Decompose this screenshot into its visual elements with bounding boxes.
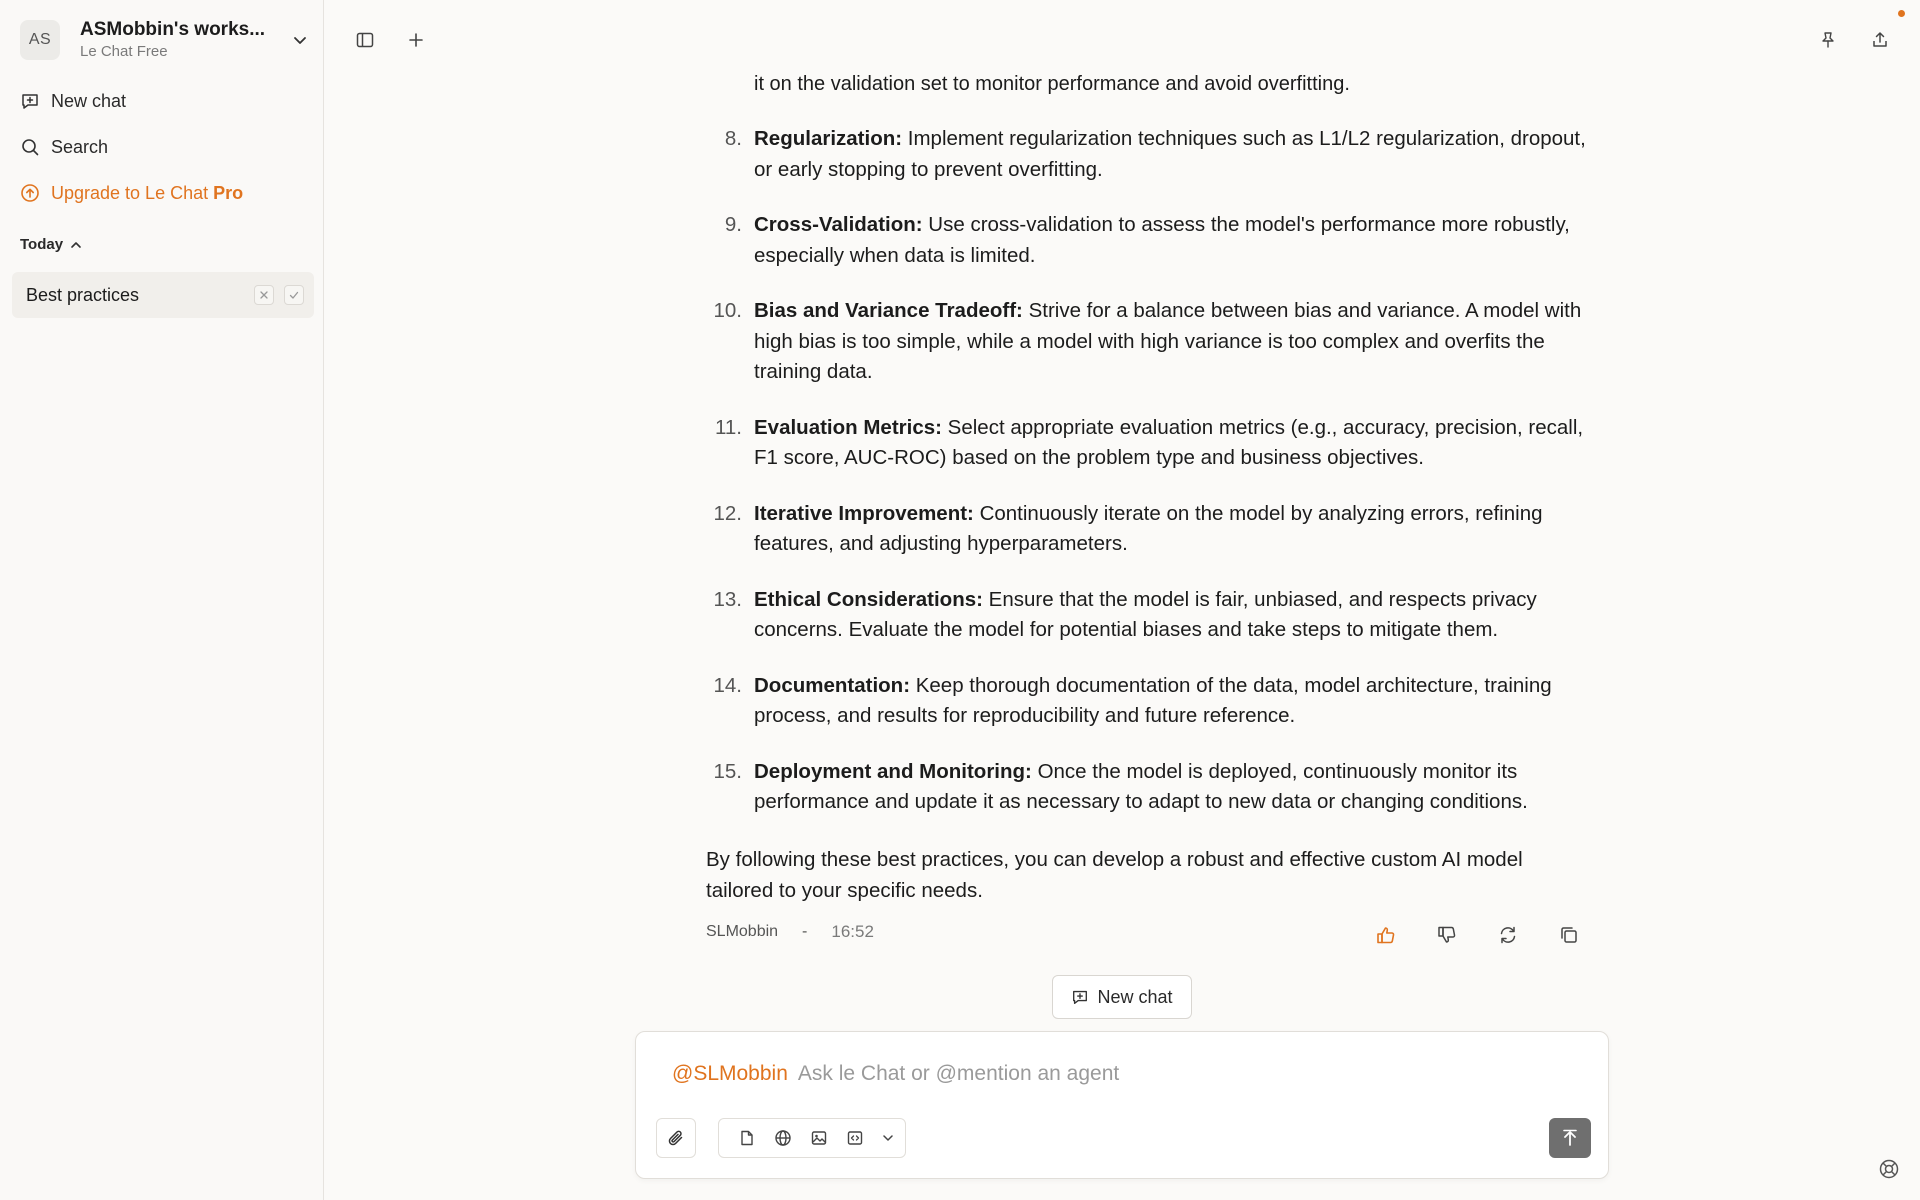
attach-button[interactable] — [656, 1118, 696, 1158]
section-today-label: Today — [20, 236, 64, 253]
message-partial-line: it on the validation set to monitor performance and avoid overfitting. — [754, 73, 1350, 95]
list-item-title: Ethical Considerations: — [754, 587, 983, 611]
share-icon[interactable] — [1868, 28, 1892, 52]
send-icon — [1560, 1128, 1580, 1148]
list-item-number: 9. — [724, 213, 742, 236]
list-item — [706, 671, 1586, 732]
message-timestamp: 16:52 — [831, 922, 874, 941]
list-item-number: 8. — [724, 127, 742, 150]
document-icon[interactable] — [737, 1128, 757, 1148]
workspace-plan: Le Chat Free — [80, 43, 168, 60]
list-item — [706, 124, 1586, 185]
send-button[interactable] — [1549, 1118, 1591, 1158]
chevron-up-icon — [63, 238, 83, 252]
list-item-number: 13. — [713, 587, 742, 611]
input-placeholder: Ask le Chat or @mention an agent — [797, 1062, 1120, 1085]
message-author: SLMobbin — [706, 923, 779, 940]
section-today-toggle[interactable] — [20, 236, 83, 253]
list-item — [706, 757, 1586, 818]
meta-separator: - — [802, 923, 808, 940]
list-item-title: Deployment and Monitoring: — [754, 759, 1032, 783]
sidebar-upgrade[interactable] — [20, 179, 243, 207]
paperclip-icon — [666, 1128, 686, 1148]
chevron-down-icon[interactable] — [290, 30, 310, 50]
chat-list-item[interactable] — [12, 272, 314, 318]
new-chat-icon — [20, 91, 40, 111]
tools-toolbar — [718, 1118, 906, 1158]
list-item-text: Select appropriate evaluation metrics (e.g., accuracy, precision, recall, F1 score, AUC-ROC) based on the problem type and business objectives. — [754, 415, 1584, 469]
list-item-number: 12. — [713, 501, 742, 525]
new-chat-button[interactable] — [1052, 975, 1192, 1019]
image-icon[interactable] — [809, 1128, 829, 1148]
upgrade-label-pro: Pro — [213, 182, 244, 203]
pin-icon[interactable] — [1816, 28, 1840, 52]
list-item-text: Implement regularization techniques such as L1/L2 regularization, dropout, or early stopping to prevent overfitting. — [754, 127, 1586, 181]
globe-icon[interactable] — [773, 1128, 793, 1148]
regenerate-icon[interactable] — [1495, 922, 1521, 948]
thumbs-up-icon[interactable] — [1373, 922, 1399, 948]
list-item-text: Continuously iterate on the model by analyzing errors, refining features, and adjusting hyperparameters. — [754, 501, 1543, 555]
agent-mention[interactable]: @SLMobbin — [672, 1062, 788, 1085]
close-icon[interactable] — [254, 285, 274, 305]
chevron-down-icon[interactable] — [881, 1128, 895, 1148]
list-item-number: 15. — [713, 759, 742, 783]
list-item — [706, 499, 1586, 560]
sidebar — [0, 0, 324, 1200]
sidebar-new-chat[interactable] — [20, 87, 126, 115]
assistant-message-list — [706, 124, 1586, 843]
list-item-title: Iterative Improvement: — [754, 501, 974, 525]
plus-icon[interactable] — [404, 28, 428, 52]
list-item-title: Documentation: — [754, 673, 911, 697]
upgrade-label: Upgrade to Le Chat — [51, 182, 214, 203]
message-meta — [706, 922, 874, 942]
list-item-text: Strive for a balance between bias and variance. A model with high bias is too simple, while a model with high variance is too complex and overfits the training data. — [754, 299, 1582, 383]
list-item — [706, 210, 1586, 271]
list-item-text: Once the model is deployed, continuously monitor its performance and update it as necessary to adapt to new data or changing conditions. — [754, 759, 1528, 813]
list-item-title: Bias and Variance Tradeoff: — [754, 299, 1023, 322]
sidebar-search[interactable] — [20, 133, 108, 161]
new-chat-button-label: New chat — [1097, 986, 1173, 1007]
copy-icon[interactable] — [1556, 922, 1582, 948]
notification-dot — [1898, 10, 1905, 17]
list-item-title: Evaluation Metrics: — [754, 415, 942, 439]
check-icon[interactable] — [284, 285, 304, 305]
sidebar-search-label: Search — [51, 136, 109, 157]
list-item — [706, 413, 1586, 474]
sidebar-new-chat-label: New chat — [51, 90, 127, 111]
list-item-text: Use cross-validation to assess the model's performance more robustly, especially when data is limited. — [754, 213, 1570, 267]
list-item-title: Cross-Validation: — [754, 213, 923, 236]
list-item-number: 11. — [715, 415, 742, 439]
workspace-switcher[interactable] — [20, 20, 310, 60]
list-item-text: Keep thorough documentation of the data, model architecture, training process, and results for reproducibility and future reference. — [754, 673, 1552, 727]
message-input[interactable] — [672, 1062, 1119, 1086]
message-composer — [635, 1031, 1609, 1179]
sidebar-toggle-icon[interactable] — [353, 28, 377, 52]
list-item — [706, 296, 1586, 388]
list-item-text: Ensure that the model is fair, unbiased, and respects privacy concerns. Evaluate the model for potential biases and take steps to mitigate them. — [754, 587, 1537, 641]
message-closing-paragraph: By following these best practices, you can develop a robust and effective custom AI model tailored to your specific needs. — [706, 848, 1523, 902]
workspace-name: ASMobbin's works... — [80, 19, 266, 40]
upgrade-icon — [20, 183, 40, 203]
code-icon[interactable] — [845, 1128, 865, 1148]
list-item-number: 14. — [713, 673, 742, 697]
chat-item-title: Best practices — [26, 284, 140, 305]
search-icon — [20, 137, 40, 157]
workspace-avatar: AS — [20, 20, 60, 60]
list-item — [706, 585, 1586, 646]
thumbs-down-icon[interactable] — [1434, 922, 1460, 948]
help-icon[interactable] — [1878, 1158, 1900, 1180]
list-item-number: 10. — [713, 299, 742, 322]
list-item-title: Regularization: — [754, 127, 903, 150]
new-chat-icon — [1071, 988, 1097, 1006]
